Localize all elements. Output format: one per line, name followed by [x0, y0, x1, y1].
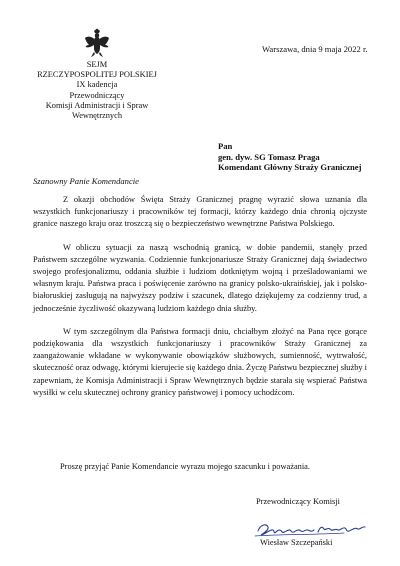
- body-paragraph: W obliczu sytuacji za naszą wschodnią granicą, w dobie pandemii, stanęły przed Państwem szczególne wyzwania. Codziennie funkcjonariusze Straży Granicznej dają świadectwo swojego profesjonalizmu, oddania służbie i ludziom dotkniętym wojną i prześladowaniami we własnym kraju. Państwa praca i poświęcenie zarówno na granicy polsko-ukraińskiej, jak i polsko-białoruskiej zasługują na najwyższy podziw i szacunek, dlatego dziękujemy za codzienny trud, a jednocześnie życzliwość okazywaną ludziom każdego dnia służby.: [33, 242, 367, 313]
- letter-body: [33, 194, 367, 410]
- polish-eagle-emblem-icon: [84, 28, 110, 58]
- signatory-name: Wiesław Szczepański: [260, 538, 333, 547]
- sender-committee: Komisji Administracji i Spraw: [45, 100, 149, 110]
- body-paragraph: W tym szczególnym dla Państwa formacji dniu, chciałbym złożyć na Pana ręce gorące podziękowania dla wszystkich funkcjonariuszy i pracowników Straży Granicznej za zaangażowanie wkładane w wykonywanie obowiązków służbowych, sumienność, wytrwałość, skuteczność oraz odwagę, którymi kierujecie się każdego dnia. Życzę Państwu bezpiecznej służby i zapewniam, że Komisja Administracji i Spraw Wewnętrznych będzie starała się wspierać Państwa wysiłki w celu skutecznej ochrony granicy państwowej i pomocy uchodźcom.: [33, 326, 367, 397]
- place-date: Warszawa, dnia 9 maja 2022 r.: [262, 44, 368, 54]
- addressee-title: Komendant Główny Straży Granicznej: [218, 162, 362, 172]
- salutation: Szanowny Panie Komendancie: [33, 176, 139, 186]
- sender-committee-cont: Wewnętrznych: [71, 111, 123, 121]
- sender-term: IX kadencja: [76, 80, 118, 90]
- sender-header: [30, 60, 164, 121]
- body-paragraph: Z okazji obchodów Święta Straży Granicznej pragnę wyrazić słowa uznania dla wszystkich funkcjonariuszy i pracowników tej formacji, którzy każdego dnia chronią ojczyste granice naszego kraju oraz troszczą się o bezpieczeństwo wewnętrzne Państwa Polskiego.: [33, 195, 367, 229]
- sender-country: RZECZYPOSPOLITEJ POLSKIEJ: [37, 70, 157, 80]
- sender-institution: SEJM: [86, 60, 108, 69]
- closing-line: Proszę przyjąć Panie Komendancie wyrazu mojego szacunku i poważania.: [60, 462, 310, 471]
- addressee-block: [218, 141, 361, 173]
- addressee-salutation: Pan: [218, 141, 233, 151]
- addressee-name: gen. dyw. SG Tomasz Praga: [218, 151, 320, 162]
- sender-role: Przewodniczący: [69, 90, 125, 100]
- signatory-role: Przewodniczący Komisji: [256, 497, 340, 506]
